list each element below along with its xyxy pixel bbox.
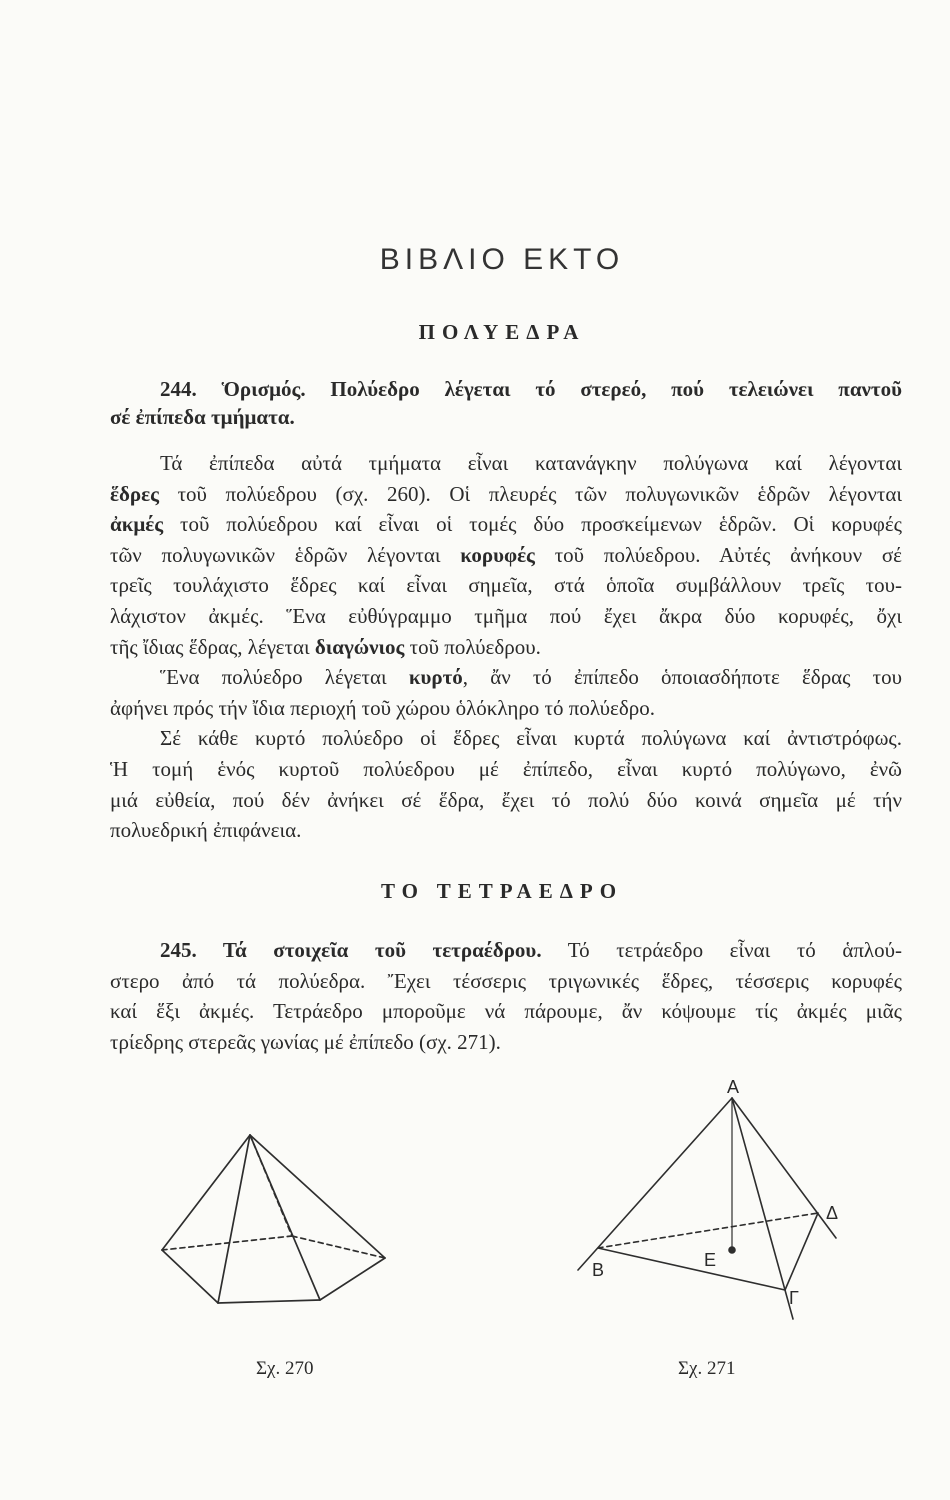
label-e: Ε <box>703 1250 717 1270</box>
text-segment: καί ἕξι ἀκμές. Τετράεδρο μποροῦμε νά πάρουμε, ἄν κόψουμε τίς ἀκμές μιᾶς <box>110 999 902 1023</box>
text-line <box>110 570 902 601</box>
text-segment: Τό τετράεδρο εἶναι τό ἁπλού- <box>541 938 903 962</box>
figure-270-caption: Σχ. 270 <box>256 1358 314 1379</box>
label-d: Δ <box>825 1203 839 1223</box>
hidden-edge <box>162 1236 292 1250</box>
text-segment: ἀφήνει πρός τήν ἴδια περιοχή τοῦ χώρου ὁλόκληρο τό πολύεδρο. <box>110 695 655 720</box>
text-segment: Ἡ τομή ἑνός κυρτοῦ πολύεδρου μέ ἐπίπεδο, εἶναι κυρτό πολύγωνο, ἐνῶ <box>110 756 902 781</box>
text-line <box>110 1027 902 1058</box>
edge <box>250 1135 385 1258</box>
text-line <box>110 540 902 571</box>
text-segment: Τά ἐπίπεδα αὐτά τμήματα εἶναι κατανάγκην πολύγωνα καί λέγονται <box>160 451 902 475</box>
text-line <box>110 693 902 724</box>
hidden-edge <box>292 1236 385 1258</box>
edge-bg <box>598 1248 785 1290</box>
text-segment: Ἕνα πολύεδρο λέγεται <box>160 665 409 690</box>
figure-270-pyramid <box>162 1135 385 1303</box>
body-text <box>110 448 902 846</box>
text-line <box>110 723 902 754</box>
edge <box>218 1300 320 1303</box>
figure-271-caption: Σχ. 271 <box>678 1358 736 1379</box>
section-heading-tetrahedron: ΤΟ ΤΕΤΡΑΕΔΡΟ <box>380 879 624 903</box>
text-segment: Σέ κάθε κυρτό πολύεδρο οἱ ἕδρες εἶναι κυρτά πολύγωνα καί ἀντιστρόφως. <box>160 726 902 751</box>
text-segment: στερο ἀπό τά πολύεδρα. Ἔχει τέσσερις τριγωνικές ἕδρες, τέσσερις κορυφές <box>110 968 902 993</box>
text-line <box>110 785 902 816</box>
text-segment: , ἄν τό ἐπίπεδο ὁποιασδήποτε ἕδρας του <box>462 665 902 690</box>
label-b: Β <box>591 1260 605 1280</box>
label-g: Γ <box>789 1288 799 1308</box>
term-vertices: κορυφές <box>460 542 535 567</box>
edge-ag <box>732 1098 793 1319</box>
figure-271-tetrahedron <box>578 1098 839 1319</box>
edge <box>218 1135 250 1303</box>
edge <box>162 1250 218 1303</box>
definition-line: σέ ἐπίπεδα τμήματα. <box>110 405 295 429</box>
definition-line: 244. Ὁρισμός. Πολύεδρο λέγεται τό στερεό, πού τελειώνει παντοῦ <box>160 377 902 401</box>
text-line <box>110 509 902 540</box>
edge-ab <box>578 1098 732 1270</box>
hidden-edge-bd <box>598 1213 818 1248</box>
label-a: Α <box>726 1077 740 1097</box>
term-faces: ἕδρες <box>110 481 159 506</box>
text-line <box>110 448 902 479</box>
point-e <box>729 1247 735 1253</box>
text-segment: λάχιστον ἀκμές. Ἕνα εὐθύγραμμο τμῆμα πού ἔχει ἄκρα δύο κορυφές, ὄχι <box>110 603 902 628</box>
edge <box>320 1258 385 1300</box>
text-segment: τῶν πολυγωνικῶν ἑδρῶν λέγονται <box>110 542 461 567</box>
text-line <box>110 479 902 510</box>
term-edges: ἀκμές <box>110 512 164 537</box>
text-line <box>110 996 902 1027</box>
edge <box>162 1135 250 1250</box>
text-line <box>110 754 902 785</box>
text-segment: τρίεδρης στερεᾶς γωνίας μέ ἐπίπεδο (σχ. 271). <box>110 1029 501 1054</box>
text-line <box>110 935 902 966</box>
term-convex: κυρτό <box>408 665 463 690</box>
text-segment: τοῦ πολύεδρου. Αὐτές ἀνήκουν σέ <box>534 542 902 567</box>
text-segment: τρεῖς τουλάχιστο ἕδρες καί εἶναι σημεῖα, στά ὁποῖα συμβάλλουν τρεῖς του- <box>110 573 902 598</box>
text-segment: πολυεδρική ἐπιφάνεια. <box>110 818 302 843</box>
figures <box>0 1060 950 1380</box>
text-segment: τοῦ πολύεδρου. <box>404 634 541 659</box>
text-line <box>110 632 902 663</box>
text-line <box>110 662 902 693</box>
edge-ad <box>732 1098 839 1238</box>
text-line <box>110 601 902 632</box>
chapter-title: ΠΟΛΥΕΔΡΑ <box>418 320 586 344</box>
text-segment: τοῦ πολύεδρου (σχ. 260). Οἱ πλευρές τῶν πολυγωνικῶν ἑδρῶν λέγονται <box>158 481 902 506</box>
text-segment: τοῦ πολύεδρου καί εἶναι οἱ τομές δύο προσκείμενων ἑδρῶν. Οἱ κορυφές <box>163 512 902 537</box>
section-title-245: 245. Τά στοιχεῖα τοῦ τετραέδρου. <box>160 938 542 962</box>
book-title: ΒΙΒΛΙΟ ΕΚΤΟ <box>379 243 625 276</box>
definition-244 <box>110 375 902 431</box>
term-diagonal: διαγώνιος <box>314 634 405 659</box>
text-segment: τῆς ἴδιας ἕδρας, λέγεται <box>110 634 315 659</box>
tetrahedron-text <box>110 935 902 1057</box>
edge-gd <box>785 1213 818 1290</box>
text-segment: μιά εὐθεία, πού δέν ἀνήκει σέ ἕδρα, ἔχει τό πολύ δύο κοινά σημεῖα μέ τήν <box>110 787 902 812</box>
text-line <box>110 966 902 997</box>
text-line <box>110 815 902 846</box>
